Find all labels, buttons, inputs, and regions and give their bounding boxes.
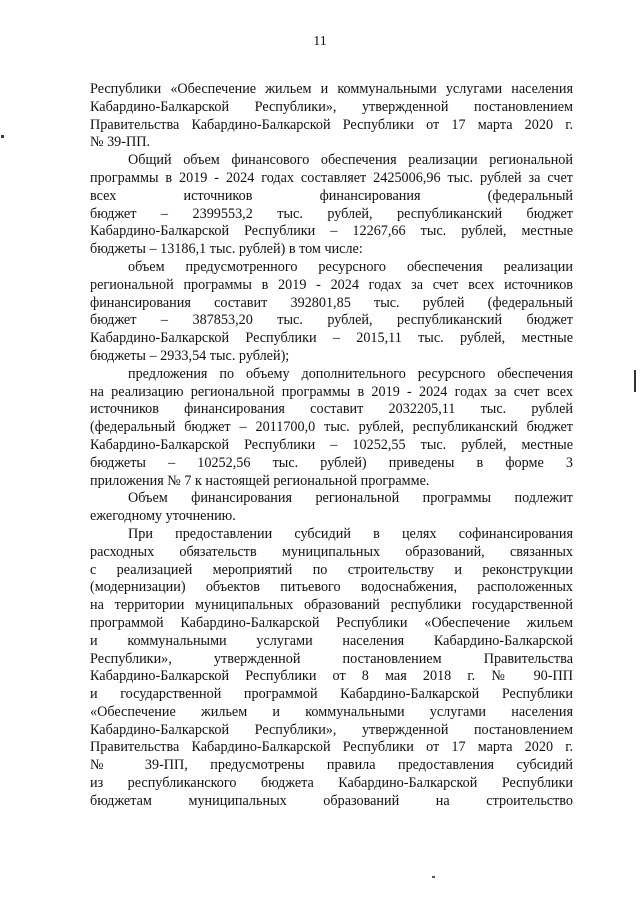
- text-line: и коммунальными услугами населения Кабардино-Балкарской: [90, 632, 573, 649]
- text-line: бюджеты – 10252,56 тыс. рублей) приведены в форме 3: [90, 454, 573, 471]
- text-line: Правительства Кабардино-Балкарской Республики от 17 марта 2020 г.: [90, 116, 573, 133]
- text-line: бюджеты – 2933,54 тыс. рублей);: [90, 347, 290, 364]
- text-line: Правительства Кабардино-Балкарской Республики от 17 марта 2020 г.: [90, 739, 573, 756]
- text-line: источников финансирования составит 2032205,11 тыс. рублей: [90, 401, 573, 418]
- text-line: Кабардино-Балкарской Республики – 12267,66 тыс. рублей, местные: [90, 223, 573, 240]
- scan-mark: [432, 876, 435, 878]
- text-line: Республики», утвержденной постановлением Правительства: [90, 650, 573, 667]
- text-line: региональной программы в 2019 - 2024 годах за счет всех источников: [90, 276, 573, 293]
- text-line: финансирования составит 392801,85 тыс. рублей (федеральный: [90, 294, 573, 311]
- text-line: № 39-ПП, предусмотрены правила предоставления субсидий: [90, 757, 573, 774]
- text-line: на территории муниципальных образований республики государственной: [90, 597, 573, 614]
- text-line: всех источников финансирования (федеральный: [90, 187, 573, 204]
- text-line: Кабардино-Балкарской Республики», утвержденной постановлением: [90, 721, 573, 738]
- text-line: При предоставлении субсидий в целях софинансирования: [128, 525, 573, 542]
- text-line: Объем финансирования региональной программы подлежит: [128, 490, 573, 507]
- document-body: [90, 81, 573, 811]
- text-line: Кабардино-Балкарской Республики», утвержденной постановлением: [90, 98, 573, 115]
- text-line: (модернизации) объектов питьевого водоснабжения, расположенных: [90, 579, 573, 596]
- text-line: бюджеты – 13186,1 тыс. рублей) в том числе:: [90, 241, 363, 258]
- scan-mark: [1, 135, 4, 138]
- text-line: расходных обязательств муниципальных образований, связанных: [90, 543, 573, 560]
- text-line: Кабардино-Балкарской Республики – 2015,11 тыс. рублей, местные: [90, 330, 573, 347]
- text-line: программы в 2019 - 2024 годах составляет 2425006,96 тыс. рублей за счет: [90, 169, 573, 186]
- text-line: на реализацию региональной программы в 2019 - 2024 годах за счет всех: [90, 383, 573, 400]
- text-line: бюджетам муниципальных образований на строительство: [90, 792, 573, 809]
- text-line: № 39-ПП.: [90, 134, 151, 151]
- scan-mark: [634, 370, 636, 392]
- text-line: ежегодному уточнению.: [90, 508, 236, 525]
- text-line: и государственной программой Кабардино-Балкарской Республики: [90, 686, 573, 703]
- text-line: (федеральный бюджет – 2011700,0 тыс. рублей, республиканский бюджет: [90, 419, 573, 436]
- text-line: Общий объем финансового обеспечения реализации региональной: [128, 152, 573, 169]
- text-line: с реализацией мероприятий по строительству и реконструкции: [90, 561, 573, 578]
- text-line: Республики «Обеспечение жильем и коммунальными услугами населения: [90, 81, 573, 97]
- text-line: Кабардино-Балкарской Республики – 10252,55 тыс. рублей, местные: [90, 436, 573, 453]
- text-line: Кабардино-Балкарской Республики от 8 мая 2018 г. № 90-ПП: [90, 668, 573, 685]
- page-number: 11: [313, 34, 327, 49]
- text-line: из республиканского бюджета Кабардино-Балкарской Республики: [90, 775, 573, 792]
- text-line: бюджет – 387853,20 тыс. рублей, республиканский бюджет: [90, 312, 573, 329]
- text-line: приложения № 7 к настоящей региональной программе.: [90, 472, 430, 489]
- text-line: объем предусмотренного ресурсного обеспечения реализации: [128, 258, 573, 275]
- text-line: бюджет – 2399553,2 тыс. рублей, республиканский бюджет: [90, 205, 573, 222]
- text-line: «Обеспечение жильем и коммунальными услугами населения: [90, 703, 573, 720]
- text-line: предложения по объему дополнительного ресурсного обеспечения: [128, 365, 573, 382]
- text-line: программой Кабардино-Балкарской Республики «Обеспечение жильем: [90, 614, 573, 631]
